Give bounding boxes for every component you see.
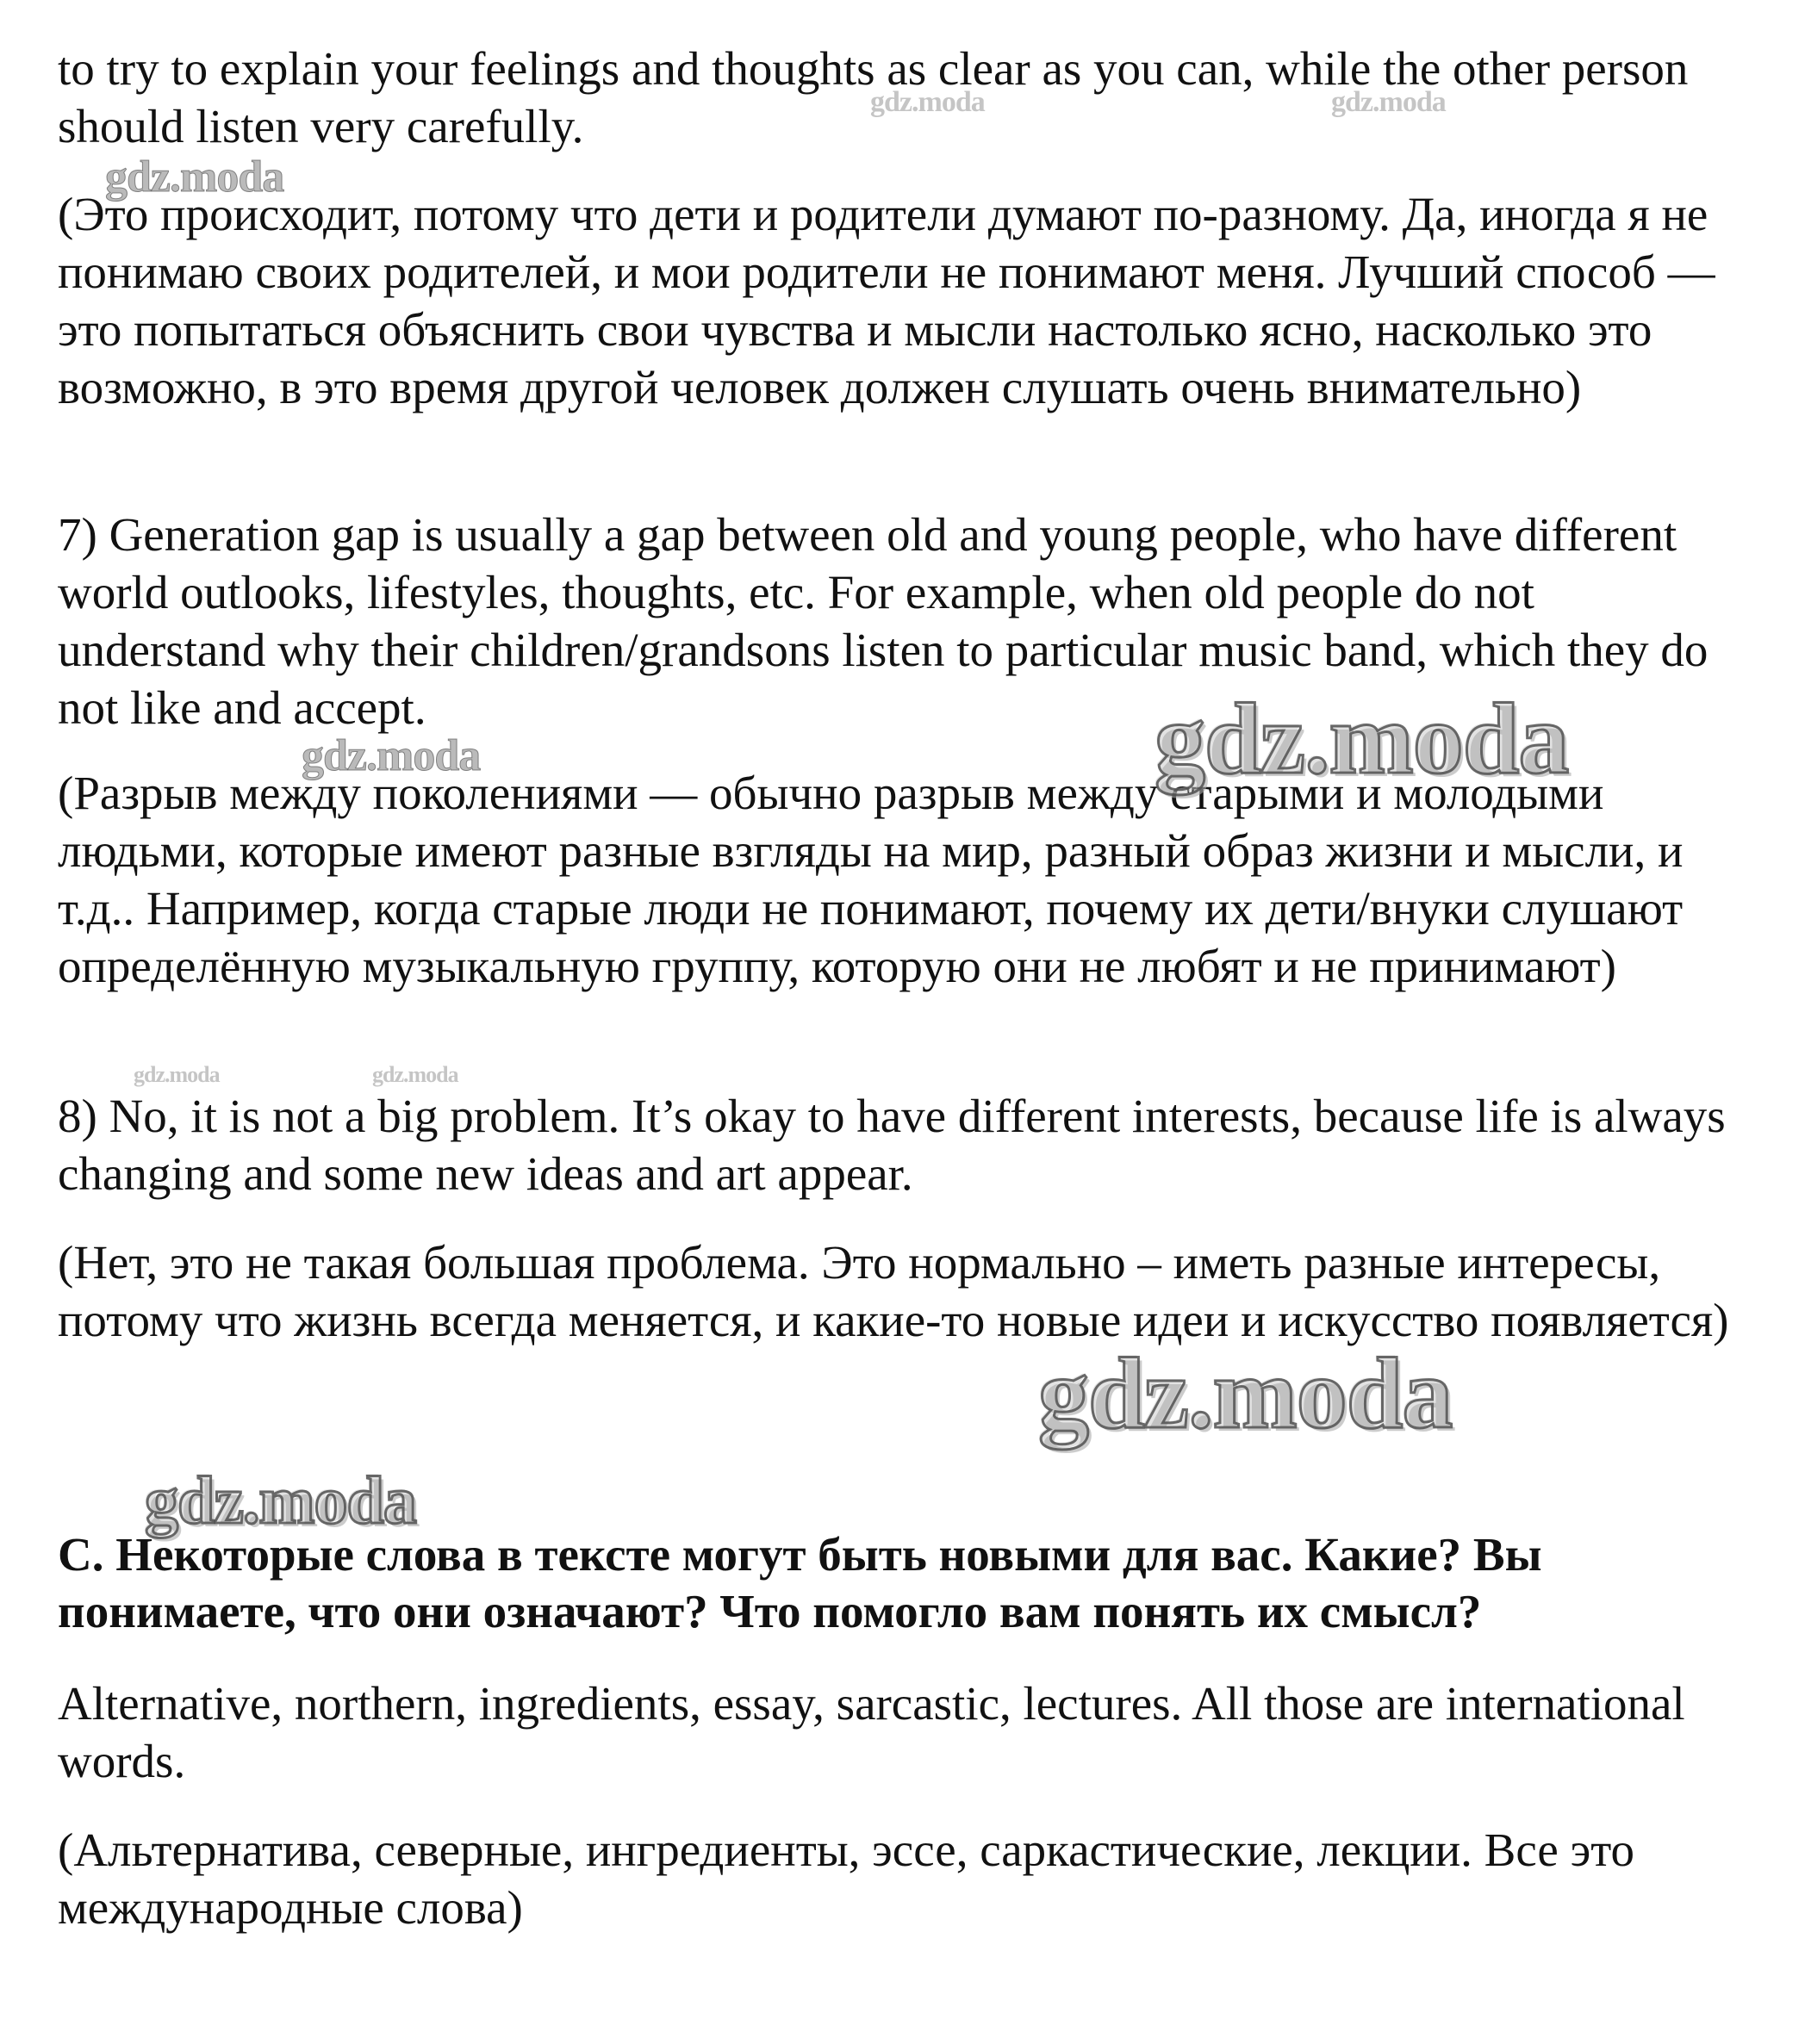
section-c-answer-english: Alternative, northern, ingredients, essay, sarcastic, lectures. All those are international words. xyxy=(58,1677,1685,1787)
watermark-logo: gdz.moda xyxy=(1331,86,1446,118)
watermark-logo: gdz.moda xyxy=(1155,682,1569,795)
watermark-logo: gdz.moda xyxy=(372,1062,458,1087)
watermark-logo: gdz.moda xyxy=(302,731,481,780)
answer-8-english: 8) No, it is not a big problem. It’s okay to have different interests, because life is always changing and some new ideas and art appear. xyxy=(58,1090,1726,1200)
answer-8-russian-translation: (Нет, это не такая большая проблема. Это нормально – иметь разные интересы, потому что жизнь всегда меняется, и какие-то новые идеи и искусство появляется) xyxy=(58,1236,1729,1346)
answer-6-english-end: to try to explain your feelings and thoughts as clear as you can, while the other person should listen very carefully. xyxy=(58,42,1689,152)
watermark-logo: gdz.moda xyxy=(1038,1337,1453,1450)
section-c-question: C. Некоторые слова в тексте могут быть новыми для вас. Какие? Вы понимаете, что они означают? Что помогло вам понять их смысл? xyxy=(58,1528,1542,1637)
watermark-logo: gdz.moda xyxy=(105,152,284,202)
answer-6-russian-translation: (Это происходит, потому что дети и родители думают по-разному. Да, иногда я не понимаю своих родителей, и мои родители не понимают меня. Лучший способ — это попытаться объяснить свои чувства и мысли настолько ясно, насколько это возможно, в это время другой человек должен слушать очень внимательно) xyxy=(58,188,1715,413)
watermark-logo: gdz.moda xyxy=(870,86,985,118)
section-c-answer-russian: (Альтернатива, северные, ингредиенты, эссе, саркастические, лекции. Все это международные слова) xyxy=(58,1823,1635,1934)
answer-7-russian-translation: (Разрыв между поколениями — обычно разрыв между старыми и молодыми людьми, которые имеют разные взгляды на мир, разный образ жизни и мысли, и т.д.. Например, когда старые люди не понимают, почему их дети/внуки слушают определённую музыкальную группу, которую они не любят и не принимают) xyxy=(58,767,1684,992)
watermark-logo: gdz.moda xyxy=(145,1463,416,1538)
watermark-logo: gdz.moda xyxy=(134,1062,220,1087)
answer-7-english: 7) Generation gap is usually a gap between old and young people, who have different world outlooks, lifestyles, thoughts, etc. For example, when old people do not understand why their children/grandsons listen to particular music band, which they do not like and accept. xyxy=(58,508,1709,734)
